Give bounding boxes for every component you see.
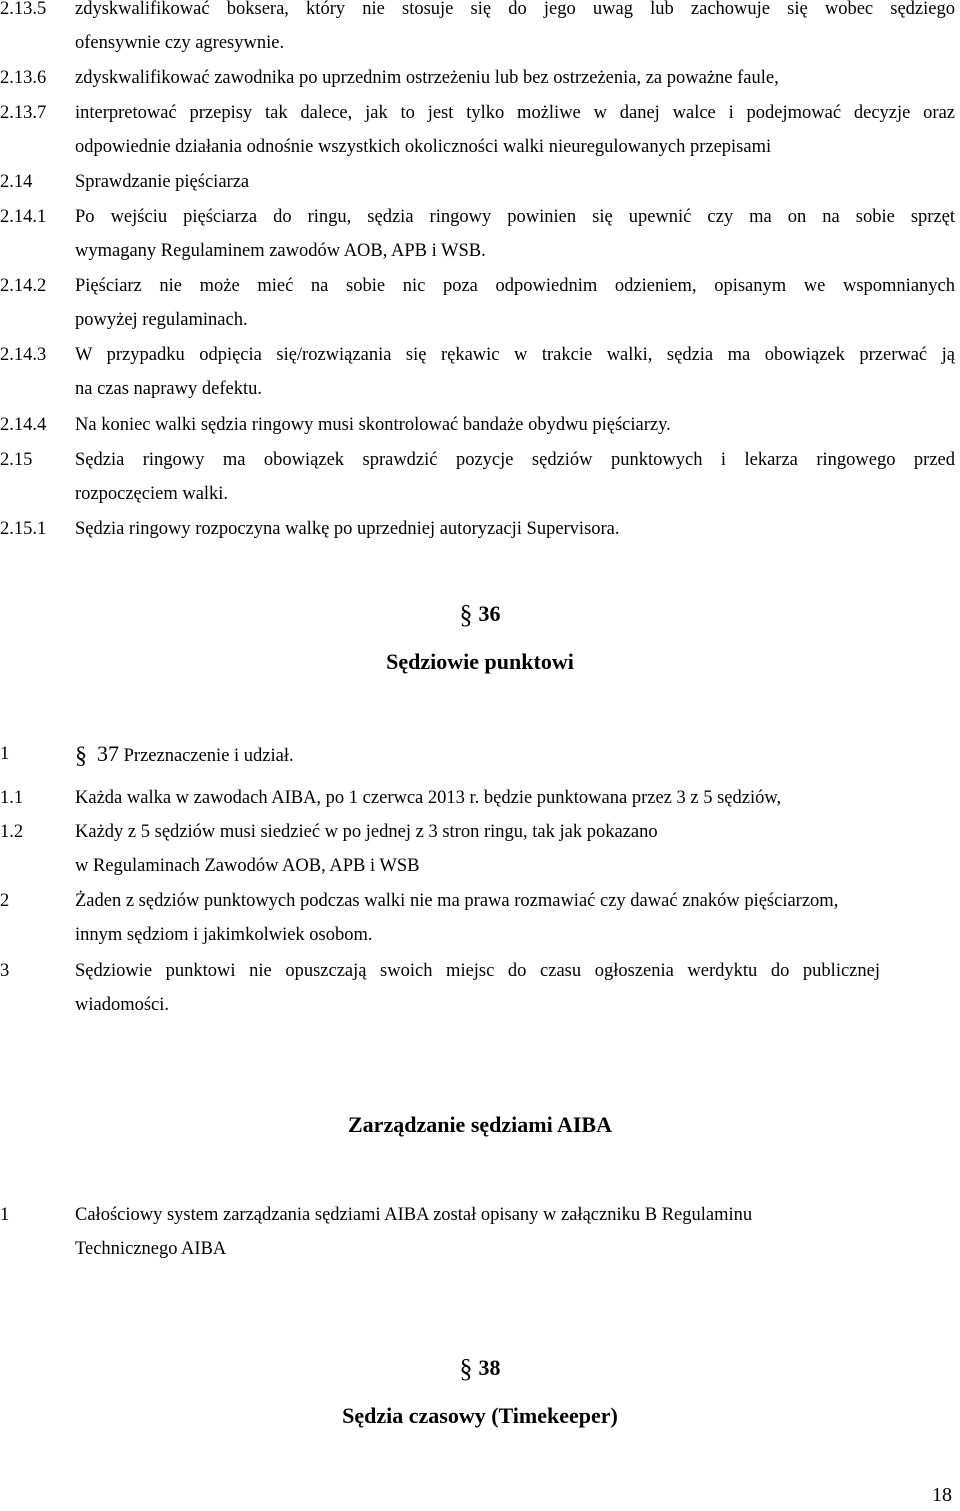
text-line: Po wejściu pięściarza do ringu, sędzia ringowy powinien się upewnić czy ma on na sobie sprzęt <box>75 207 955 227</box>
item-text <box>75 96 955 164</box>
item-text <box>75 269 955 337</box>
text-line: odpowiednie działania odnośnie wszystkich okoliczności walki nieuregulowanych przepisami <box>75 137 772 157</box>
text-line: Na koniec walki sędzia ringowy musi skontrolować bandaże obydwu pięściarzy. <box>75 415 671 435</box>
section-title: Zarządzanie sędziami AIBA <box>348 1112 612 1137</box>
item-text <box>75 443 955 511</box>
item-number: 1.2 <box>0 822 24 842</box>
paragraph-sign-icon: § <box>75 743 87 769</box>
subsection-title: Przeznaczenie i udział. <box>119 746 294 766</box>
item-text <box>75 408 955 442</box>
text-line: Całościowy system zarządzania sędziami AIBA został opisany w załączniku B Regulaminu <box>75 1205 753 1225</box>
item-number: 2.14.3 <box>0 345 47 365</box>
item-number: 1 <box>0 1205 10 1225</box>
text-line: zdyskwalifikować boksera, który nie stosuje się do jego uwag lub zachowuje się wobec sędziego <box>75 0 955 19</box>
item-number: 2.14.1 <box>0 207 47 227</box>
item-number: 2.14 <box>0 172 33 192</box>
text-line: w Regulaminach Zawodów AOB, APB i WSB <box>75 856 420 876</box>
section-number: 36 <box>478 601 501 626</box>
section-number: 37 <box>97 741 119 766</box>
text-line: Żaden z sędziów punktowych podczas walki nie ma prawa rozmawiać czy dawać znaków pięściarzom, <box>75 891 839 911</box>
text-line: ofensywnie czy agresywnie. <box>75 33 285 53</box>
text-line: interpretować przepisy tak dalece, jak to jest tylko możliwe w danej walce i podejmować decyzje oraz <box>75 103 955 123</box>
text-line: Pięściarz nie może mieć na sobie nic poza odpowiednim odzieniem, opisanym we wspomnianych <box>75 276 955 296</box>
section-title: Sędziowie punktowi <box>386 649 574 674</box>
text-line: Sędzia ringowy ma obowiązek sprawdzić pozycje sędziów punktowych i lekarza ringowego przed <box>75 450 955 470</box>
text-line: na czas naprawy defektu. <box>75 379 262 399</box>
text-line: powyżej regulaminach. <box>75 310 248 330</box>
section-number-heading <box>0 1350 960 1388</box>
item-number: 2.14.4 <box>0 415 47 435</box>
item-number: 2.14.2 <box>0 276 47 296</box>
text-line: W przypadku odpięcia się/rozwiązania się rękawic w trakcie walki, sędzia ma obowiązek przerwać ją <box>75 345 955 365</box>
item-text <box>75 1198 955 1266</box>
text-line: wiadomości. <box>75 995 170 1015</box>
text-line: innym sędziom i jakimkolwiek osobom. <box>75 925 373 945</box>
item-number: 2.15 <box>0 450 33 470</box>
item-text <box>75 61 955 95</box>
item-text <box>75 338 955 406</box>
item-text <box>75 954 880 1022</box>
item-text <box>75 884 955 952</box>
section-number-heading <box>0 596 960 634</box>
text-line: Sędziowie punktowi nie opuszczają swoich miejsc do czasu ogłoszenia werdyktu do publicznej <box>75 961 880 981</box>
item-text <box>75 781 955 815</box>
text-line: zdyskwalifikować zawodnika po uprzednim ostrzeżeniu lub bez ostrzeżenia, za poważne faule, <box>75 68 779 88</box>
paragraph-sign-icon: § <box>459 1354 473 1383</box>
text-line: Każda walka w zawodach AIBA, po 1 czerwca 2013 r. będzie punktowana przez 3 z 5 sędziów, <box>75 788 782 808</box>
item-text <box>75 512 955 546</box>
text-line: Sprawdzanie pięściarza <box>75 172 250 192</box>
item-number: 2.13.5 <box>0 0 47 19</box>
text-line: Technicznego AIBA <box>75 1239 227 1259</box>
paragraph-sign-icon: § <box>459 600 473 629</box>
item-text <box>75 815 955 883</box>
item-text <box>75 0 955 60</box>
item-number: 2 <box>0 891 10 911</box>
text-line: Sędzia ringowy rozpoczyna walkę po uprzedniej autoryzacji Supervisora. <box>75 519 620 539</box>
item-number: 1.1 <box>0 788 24 808</box>
item-text <box>75 737 955 773</box>
text-line <box>75 737 955 773</box>
item-number: 3 <box>0 961 10 981</box>
item-number: 2.13.7 <box>0 103 47 123</box>
item-number: 2.15.1 <box>0 519 47 539</box>
item-text <box>75 165 955 199</box>
page-number: 18 <box>932 1484 952 1506</box>
text-line: rozpoczęciem walki. <box>75 484 229 504</box>
section-number: 38 <box>478 1355 501 1380</box>
item-number: 1 <box>0 744 10 764</box>
item-number: 2.13.6 <box>0 68 47 88</box>
section-title: Sędzia czasowy (Timekeeper) <box>342 1403 618 1428</box>
text-line: Każdy z 5 sędziów musi siedzieć w po jednej z 3 stron ringu, tak jak pokazano <box>75 822 658 842</box>
item-text <box>75 200 955 268</box>
text-line: wymagany Regulaminem zawodów AOB, APB i WSB. <box>75 241 486 261</box>
